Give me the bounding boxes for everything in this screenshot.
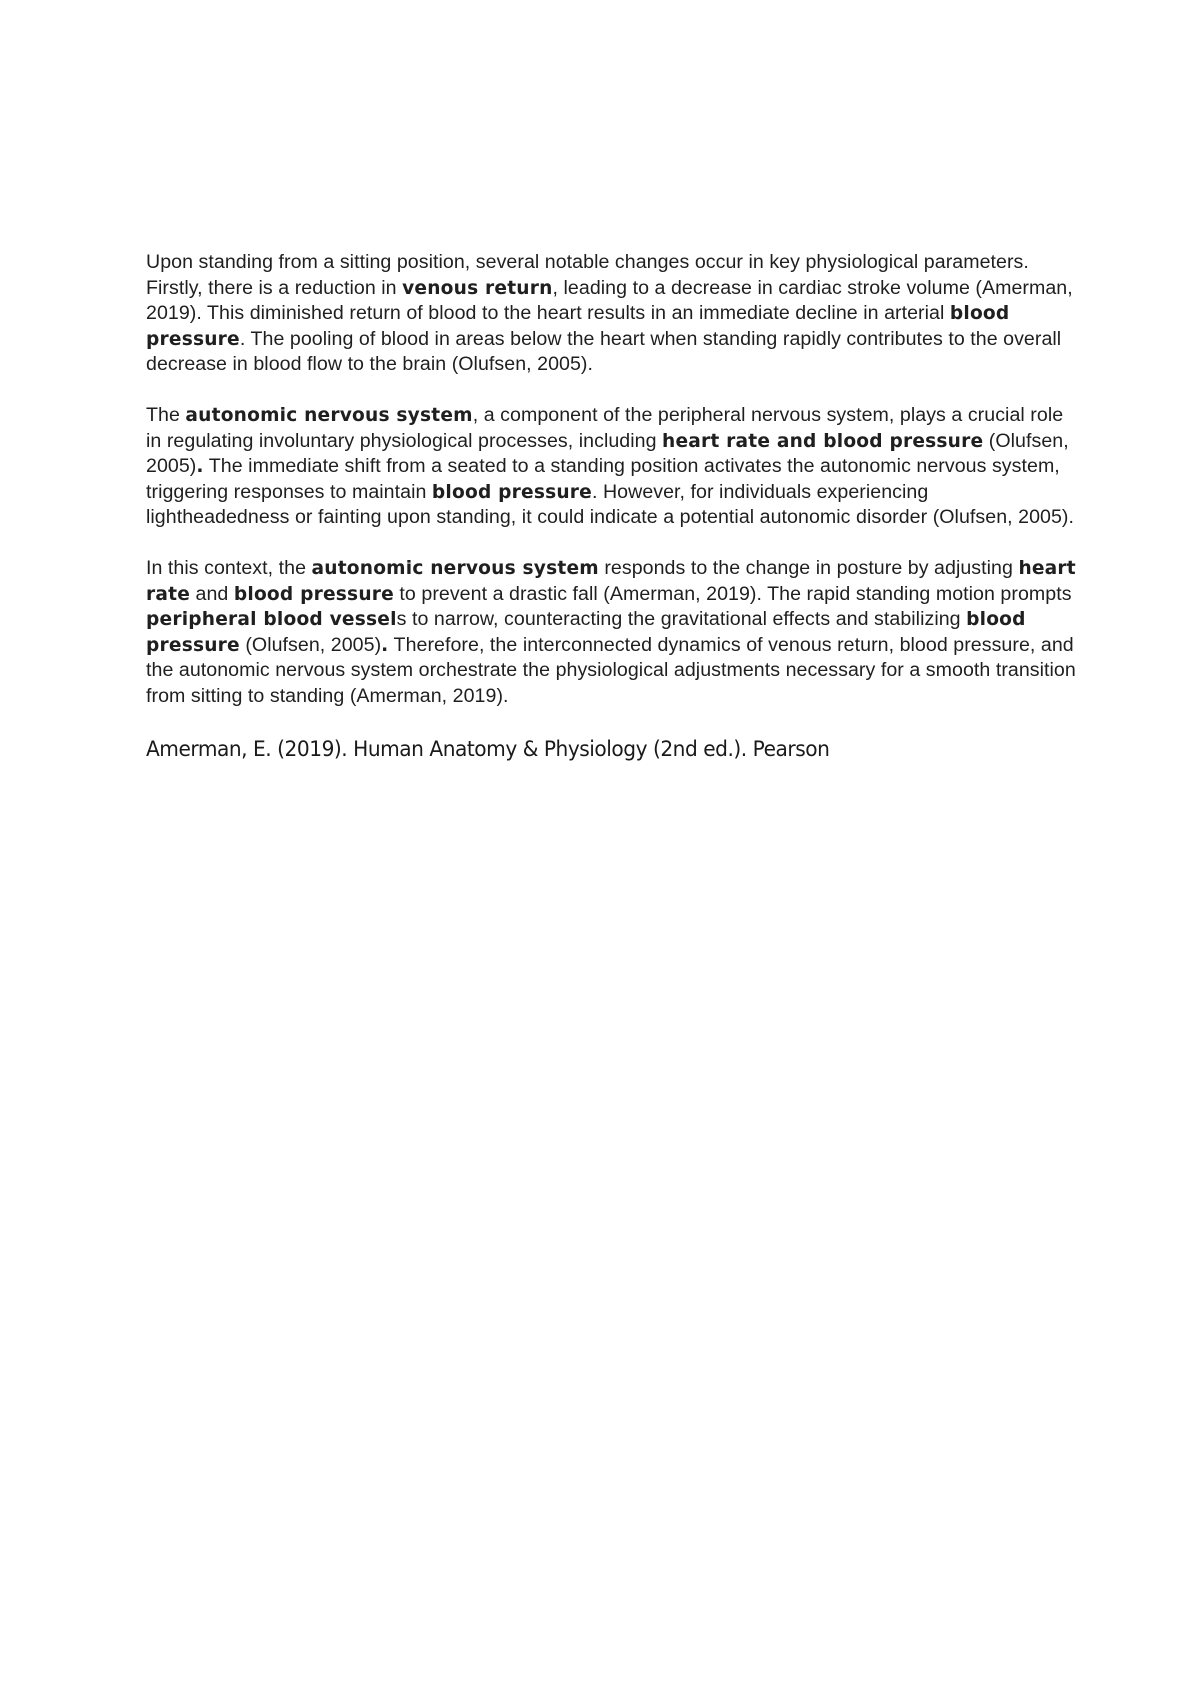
bold-term: venous return <box>402 277 553 299</box>
paragraph-venous-return <box>146 250 1076 378</box>
bold-term: heart rate and blood pressure <box>662 430 984 452</box>
text-run: Upon standing from a sitting position, several notable changes occur in key physiological parameters. Firstly, there is a reduction in <box>146 251 1029 299</box>
text-run: . However, for individuals experiencing lightheadedness or fainting upon standing, it could indicate a potential autonomic disorder (Olufsen, 2005). <box>146 480 1074 529</box>
text-run: s to narrow, counteracting the gravitational effects and stabilizing <box>396 608 967 631</box>
bold-term: . <box>381 634 389 656</box>
bold-term: autonomic nervous system <box>311 557 599 579</box>
paragraph-autonomic-nervous-system <box>146 403 1076 531</box>
text-run: The immediate shift from a seated to a standing position activates the autonomic nervous system, triggering responses to maintain <box>146 455 1060 503</box>
text-run: to prevent a drastic fall (Amerman, 2019). The rapid standing motion prompts <box>393 582 1072 605</box>
text-run: . The pooling of blood in areas below the heart when standing rapidly contributes to the overall decrease in blood flow to the brain (Olufsen, 2005). <box>146 327 1062 376</box>
reference-citation: Amerman, E. (2019). Human Anatomy & Physiology (2nd ed.). Pearson <box>146 736 830 761</box>
text-run: , a component of the peripheral nervous system, plays a crucial role in regulating involuntary physiological processes, including <box>146 403 1064 452</box>
text-run: (Olufsen, 2005) <box>146 429 1069 478</box>
bold-term: heart rate <box>146 557 1076 605</box>
bold-term: autonomic nervous system <box>185 404 473 426</box>
text-run: , leading to a decrease in cardiac stroke volume (Amerman, 2019). This diminished return of blood to the heart results in an immediate decline in arterial <box>146 276 1073 325</box>
bold-term: blood pressure <box>146 303 1010 350</box>
paragraph-posture-response <box>146 556 1076 710</box>
text-run: Therefore, the interconnected dynamics of venous return, blood pressure, and the autonomic nervous system orchestrate the physiological adjustments necessary for a smooth transition from sitting to standing (Amerman, 2019). <box>146 633 1076 707</box>
bold-term: blood pressure <box>146 609 1026 656</box>
bold-term: blood pressure <box>431 481 592 503</box>
text-run: The <box>146 403 186 426</box>
text-run: and <box>190 582 234 605</box>
document-body <box>146 250 1076 763</box>
bold-term: . <box>196 456 204 478</box>
bold-term: peripheral blood vessel <box>146 609 397 631</box>
text-run: In this context, the <box>146 556 312 579</box>
text-run: responds to the change in posture by adjusting <box>598 556 1019 579</box>
text-run: (Olufsen, 2005) <box>239 633 382 656</box>
bold-term: blood pressure <box>233 583 394 605</box>
